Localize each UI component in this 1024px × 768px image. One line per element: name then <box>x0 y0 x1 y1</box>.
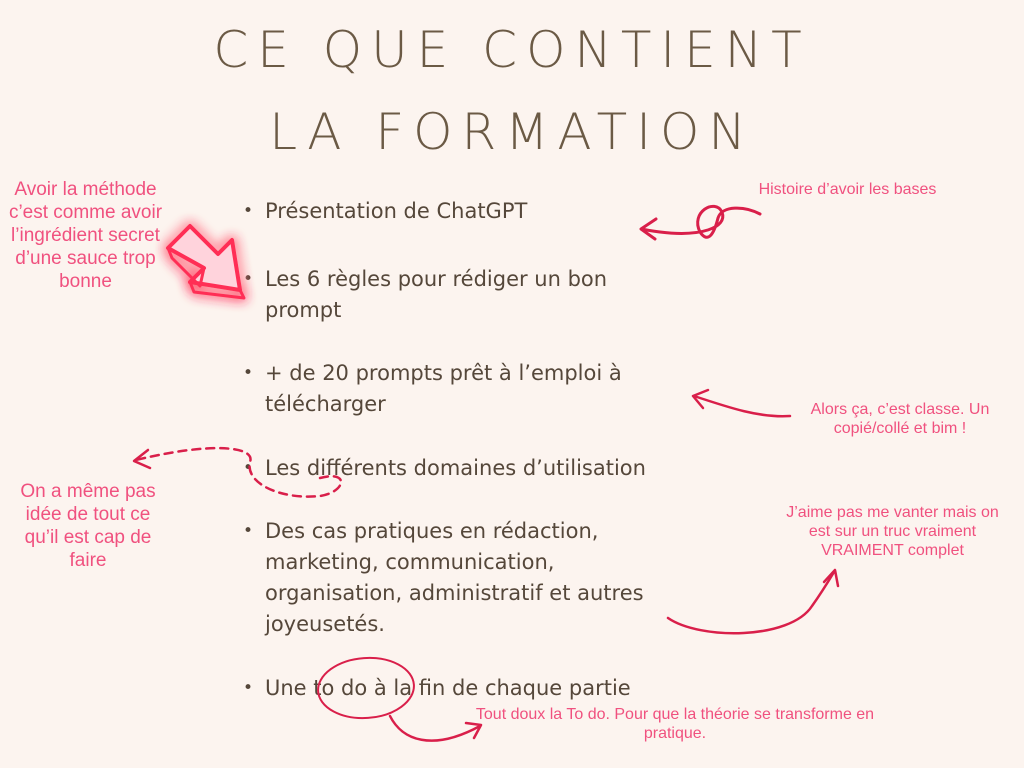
list-item-text: Les différents domaines d’utilisation <box>265 456 646 480</box>
list-item-text: prompt <box>265 298 342 322</box>
note-todo: Tout doux la To do. Pour que la théorie se transforme en pratique. <box>475 706 875 742</box>
curved-arrow-icon <box>668 570 838 633</box>
note-classy: Alors ça, c’est classe. Un copié/collé et bim ! <box>810 401 990 437</box>
list-item-text: marketing, communication, <box>265 550 555 574</box>
list-item-text: organisation, administratif et autres <box>265 581 644 605</box>
list-item-text: + de 20 prompts prêt à l’emploi à <box>265 361 622 385</box>
list-item-text: Les 6 règles pour rédiger un bon <box>265 267 608 291</box>
note-basics: Histoire d’avoir les bases <box>758 181 937 198</box>
list-item-text: télécharger <box>265 392 386 416</box>
list-item-text: Une to do à la fin de chaque partie <box>265 676 631 700</box>
list-item-text: Présentation de ChatGPT <box>265 199 528 223</box>
dashed-arrow-icon <box>134 448 341 496</box>
list-item-text: joyeusetés. <box>265 612 385 636</box>
note-method: Avoir la méthode c’est comme avoir l’ingrédient secret d’une sauce trop bonne <box>8 179 163 292</box>
note-complete: J’aime pas me vanter mais on est sur un truc vraiment VRAIMENT complet <box>786 504 999 559</box>
arrow-to-todo-note-icon <box>390 716 481 741</box>
page-title-line-1: CE QUE CONTIENT <box>213 21 811 79</box>
todo-circle-icon <box>316 655 416 722</box>
list-item-text: Des cas pratiques en rédaction, <box>265 519 599 543</box>
arrow-to-download-icon <box>693 390 790 416</box>
loop-arrow-icon <box>641 206 760 239</box>
note-capabilities: On a même pas idée de tout ce qu’il est cap de faire <box>20 481 156 571</box>
neon-arrow-icon <box>168 226 244 298</box>
page-title-line-2: LA FORMATION <box>269 103 755 161</box>
